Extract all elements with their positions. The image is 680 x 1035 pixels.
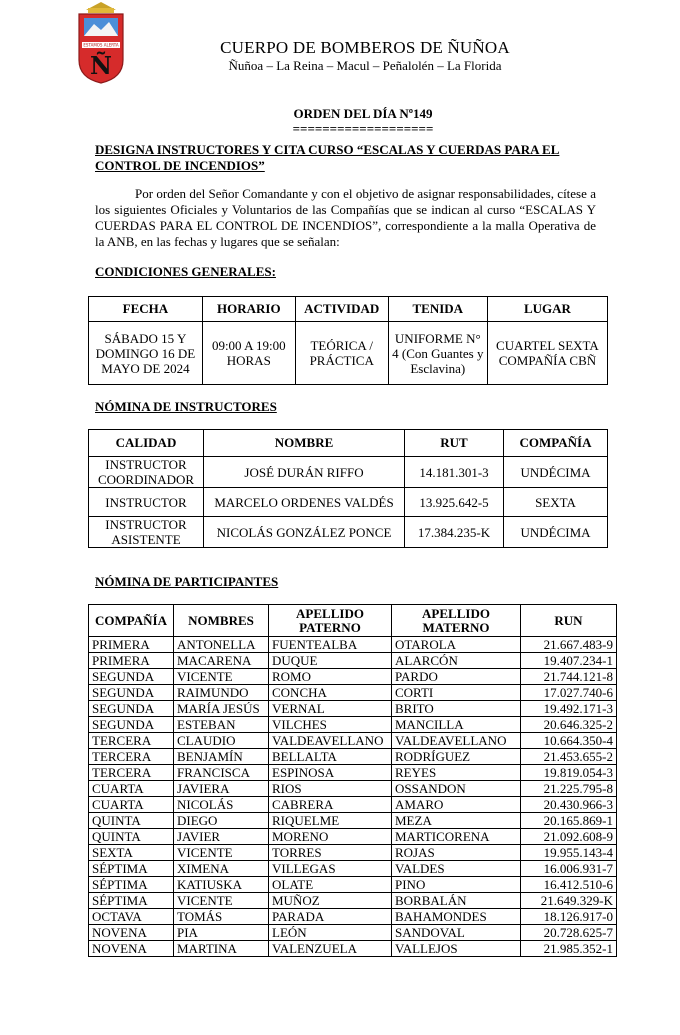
table-row	[89, 669, 617, 685]
table-header-row	[89, 297, 608, 322]
table-cell: CORTI	[392, 685, 521, 701]
table-cell: MANCILLA	[392, 717, 521, 733]
column-header: LUGAR	[487, 297, 607, 322]
table-cell: PIA	[174, 925, 269, 941]
title-rule: ===================	[292, 121, 434, 136]
table-cell: VICENTE	[174, 893, 269, 909]
table-cell: TERCERA	[89, 749, 174, 765]
table-cell: OSSANDON	[392, 781, 521, 797]
column-header: FECHA	[89, 297, 203, 322]
table-cell: VALDEAVELLANO	[392, 733, 521, 749]
table-header-row	[89, 605, 617, 637]
column-header: CALIDAD	[89, 430, 204, 457]
table-header-row	[89, 430, 608, 457]
table-row	[89, 517, 608, 548]
logo-letter: Ñ	[90, 51, 112, 80]
column-header: COMPAÑÍA	[89, 605, 174, 637]
table-cell: BAHAMONDES	[392, 909, 521, 925]
column-header: ACTIVIDAD	[295, 297, 388, 322]
table-cell: VALENZUELA	[269, 941, 392, 957]
order-title: ORDEN DEL DÍA Nº149	[293, 106, 433, 121]
fire-department-crest-logo	[76, 2, 126, 84]
column-header: NOMBRE	[204, 430, 405, 457]
table-cell: VALLEJOS	[392, 941, 521, 957]
table-row	[89, 781, 617, 797]
table-cell: JAVIERA	[174, 781, 269, 797]
table-row	[89, 717, 617, 733]
table-cell: AMARO	[392, 797, 521, 813]
table-row	[89, 877, 617, 893]
table-cell: PARDO	[392, 669, 521, 685]
table-cell: NICOLÁS	[174, 797, 269, 813]
table-cell: SEGUNDA	[89, 717, 174, 733]
table-cell: SANDOVAL	[392, 925, 521, 941]
table-cell: INSTRUCTOR	[89, 488, 204, 517]
table-cell: 21.667.483-9	[521, 637, 617, 653]
table-cell: 21.225.795-8	[521, 781, 617, 797]
conditions-heading: CONDICIONES GENERALES:	[95, 264, 276, 279]
instructors-table	[88, 429, 608, 548]
table-cell: 10.664.350-4	[521, 733, 617, 749]
table-cell: MARTINA	[174, 941, 269, 957]
table-cell: 20.646.325-2	[521, 717, 617, 733]
table-cell: CUARTA	[89, 797, 174, 813]
column-header: APELLIDO MATERNO	[392, 605, 521, 637]
table-cell: VICENTE	[174, 845, 269, 861]
column-header: HORARIO	[202, 297, 295, 322]
table-cell: PRIMERA	[89, 637, 174, 653]
table-row	[89, 813, 617, 829]
table-cell: 17.027.740-6	[521, 685, 617, 701]
instructors-heading: NÓMINA DE INSTRUCTORES	[95, 399, 277, 414]
table-cell: INSTRUCTOR ASISTENTE	[89, 517, 204, 548]
table-row	[89, 733, 617, 749]
table-cell: 21.985.352-1	[521, 941, 617, 957]
table-cell: ESPINOSA	[269, 765, 392, 781]
column-header: APELLIDO PATERNO	[269, 605, 392, 637]
designation-heading: DESIGNA INSTRUCTORES Y CITA CURSO “ESCALAS Y CUERDAS PARA EL CONTROL DE INCENDIOS”	[95, 142, 560, 173]
table-cell: VILLEGAS	[269, 861, 392, 877]
table-cell: BENJAMÍN	[174, 749, 269, 765]
table-cell: ANTONELLA	[174, 637, 269, 653]
table-cell: RIOS	[269, 781, 392, 797]
table-cell: 20.430.966-3	[521, 797, 617, 813]
table-cell: BORBALÁN	[392, 893, 521, 909]
table-cell: 19.819.054-3	[521, 765, 617, 781]
table-cell: XIMENA	[174, 861, 269, 877]
table-cell: MUÑOZ	[269, 893, 392, 909]
logo-motto: ESTAMOS ALERTA	[83, 42, 119, 48]
table-cell: 13.925.642-5	[405, 488, 504, 517]
table-row	[89, 749, 617, 765]
table-row	[89, 653, 617, 669]
table-row	[89, 322, 608, 385]
communes-line: Ñuñoa – La Reina – Macul – Peñalolén – La Florida	[228, 58, 502, 73]
table-cell: CABRERA	[269, 797, 392, 813]
table-cell: UNDÉCIMA	[504, 457, 608, 488]
table-cell: 14.181.301-3	[405, 457, 504, 488]
column-header: TENIDA	[388, 297, 487, 322]
table-cell: 09:00 A 19:00 HORAS	[202, 322, 295, 385]
table-cell: QUINTA	[89, 813, 174, 829]
table-cell: QUINTA	[89, 829, 174, 845]
table-cell: JOSÉ DURÁN RIFFO	[204, 457, 405, 488]
table-cell: UNIFORME N° 4 (Con Guantes y Esclavina)	[388, 322, 487, 385]
table-cell: RIQUELME	[269, 813, 392, 829]
table-row	[89, 829, 617, 845]
table-cell: 21.453.655-2	[521, 749, 617, 765]
table-row	[89, 457, 608, 488]
table-cell: DUQUE	[269, 653, 392, 669]
table-cell: CONCHA	[269, 685, 392, 701]
table-cell: 18.126.917-0	[521, 909, 617, 925]
table-cell: RODRÍGUEZ	[392, 749, 521, 765]
table-cell: 19.407.234-1	[521, 653, 617, 669]
table-cell: REYES	[392, 765, 521, 781]
column-header: RUT	[405, 430, 504, 457]
table-cell: OTAROLA	[392, 637, 521, 653]
table-row	[89, 488, 608, 517]
table-cell: BRITO	[392, 701, 521, 717]
table-cell: NICOLÁS GONZÁLEZ PONCE	[204, 517, 405, 548]
table-cell: NOVENA	[89, 925, 174, 941]
table-cell: SÉPTIMA	[89, 861, 174, 877]
table-cell: VERNAL	[269, 701, 392, 717]
table-cell: 21.744.121-8	[521, 669, 617, 685]
column-header: COMPAÑÍA	[504, 430, 608, 457]
table-cell: PRIMERA	[89, 653, 174, 669]
table-row	[89, 685, 617, 701]
table-row	[89, 893, 617, 909]
table-cell: 16.412.510-6	[521, 877, 617, 893]
table-cell: CUARTA	[89, 781, 174, 797]
table-cell: SÉPTIMA	[89, 893, 174, 909]
table-cell: VICENTE	[174, 669, 269, 685]
intro-paragraph: Por orden del Señor Comandante y con el objetivo de asignar responsabilidades, cítese a los siguientes Oficiales y Voluntarios de las Compañías que se indican al curso “ESCALAS Y CUERDAS PARA EL CONTROL DE INCENDIOS”, correspondiente a la malla Operativa de la ANB, en las fechas y lugares que se señalan:	[95, 186, 596, 249]
table-cell: TOMÁS	[174, 909, 269, 925]
table-cell: SEXTA	[89, 845, 174, 861]
table-row	[89, 701, 617, 717]
table-cell: UNDÉCIMA	[504, 517, 608, 548]
table-cell: TERCERA	[89, 733, 174, 749]
table-cell: ESTEBAN	[174, 717, 269, 733]
table-cell: SEGUNDA	[89, 685, 174, 701]
table-cell: 21.092.608-9	[521, 829, 617, 845]
table-cell: VILCHES	[269, 717, 392, 733]
table-cell: SEGUNDA	[89, 669, 174, 685]
table-row	[89, 925, 617, 941]
table-row	[89, 637, 617, 653]
table-cell: FUENTEALBA	[269, 637, 392, 653]
table-row	[89, 861, 617, 877]
table-cell: ROJAS	[392, 845, 521, 861]
table-cell: PARADA	[269, 909, 392, 925]
table-cell: FRANCISCA	[174, 765, 269, 781]
table-row	[89, 941, 617, 957]
table-cell: 20.728.625-7	[521, 925, 617, 941]
table-cell: LEÓN	[269, 925, 392, 941]
table-cell: MARCELO ORDENES VALDÉS	[204, 488, 405, 517]
table-cell: 20.165.869-1	[521, 813, 617, 829]
conditions-table	[88, 296, 608, 385]
organization-name: CUERPO DE BOMBEROS DE ÑUÑOA	[220, 38, 510, 57]
table-cell: OCTAVA	[89, 909, 174, 925]
table-cell: MARÍA JESÚS	[174, 701, 269, 717]
table-cell: KATIUSKA	[174, 877, 269, 893]
participants-table	[88, 604, 617, 957]
table-row	[89, 845, 617, 861]
table-row	[89, 797, 617, 813]
table-cell: SÉPTIMA	[89, 877, 174, 893]
column-header: RUN	[521, 605, 617, 637]
table-cell: DIEGO	[174, 813, 269, 829]
table-cell: 19.492.171-3	[521, 701, 617, 717]
table-cell: ROMO	[269, 669, 392, 685]
table-row	[89, 909, 617, 925]
table-cell: TERCERA	[89, 765, 174, 781]
table-cell: PINO	[392, 877, 521, 893]
table-cell: JAVIER	[174, 829, 269, 845]
table-cell: SEGUNDA	[89, 701, 174, 717]
table-cell: SEXTA	[504, 488, 608, 517]
table-cell: 21.649.329-K	[521, 893, 617, 909]
table-cell: NOVENA	[89, 941, 174, 957]
table-cell: MACARENA	[174, 653, 269, 669]
table-cell: MARTICORENA	[392, 829, 521, 845]
column-header: NOMBRES	[174, 605, 269, 637]
table-cell: RAIMUNDO	[174, 685, 269, 701]
table-cell: 16.006.931-7	[521, 861, 617, 877]
table-cell: ALARCÓN	[392, 653, 521, 669]
table-cell: TEÓRICA / PRÁCTICA	[295, 322, 388, 385]
table-cell: MEZA	[392, 813, 521, 829]
table-cell: 19.955.143-4	[521, 845, 617, 861]
table-cell: OLATE	[269, 877, 392, 893]
table-cell: CUARTEL SEXTA COMPAÑÍA CBÑ	[487, 322, 607, 385]
table-cell: 17.384.235-K	[405, 517, 504, 548]
table-cell: VALDES	[392, 861, 521, 877]
table-cell: BELLALTA	[269, 749, 392, 765]
table-cell: INSTRUCTOR COORDINADOR	[89, 457, 204, 488]
table-cell: VALDEAVELLANO	[269, 733, 392, 749]
table-cell: TORRES	[269, 845, 392, 861]
table-cell: SÁBADO 15 Y DOMINGO 16 DE MAYO DE 2024	[89, 322, 203, 385]
table-row	[89, 765, 617, 781]
participants-heading: NÓMINA DE PARTICIPANTES	[95, 574, 279, 589]
table-cell: CLAUDIO	[174, 733, 269, 749]
table-cell: MORENO	[269, 829, 392, 845]
